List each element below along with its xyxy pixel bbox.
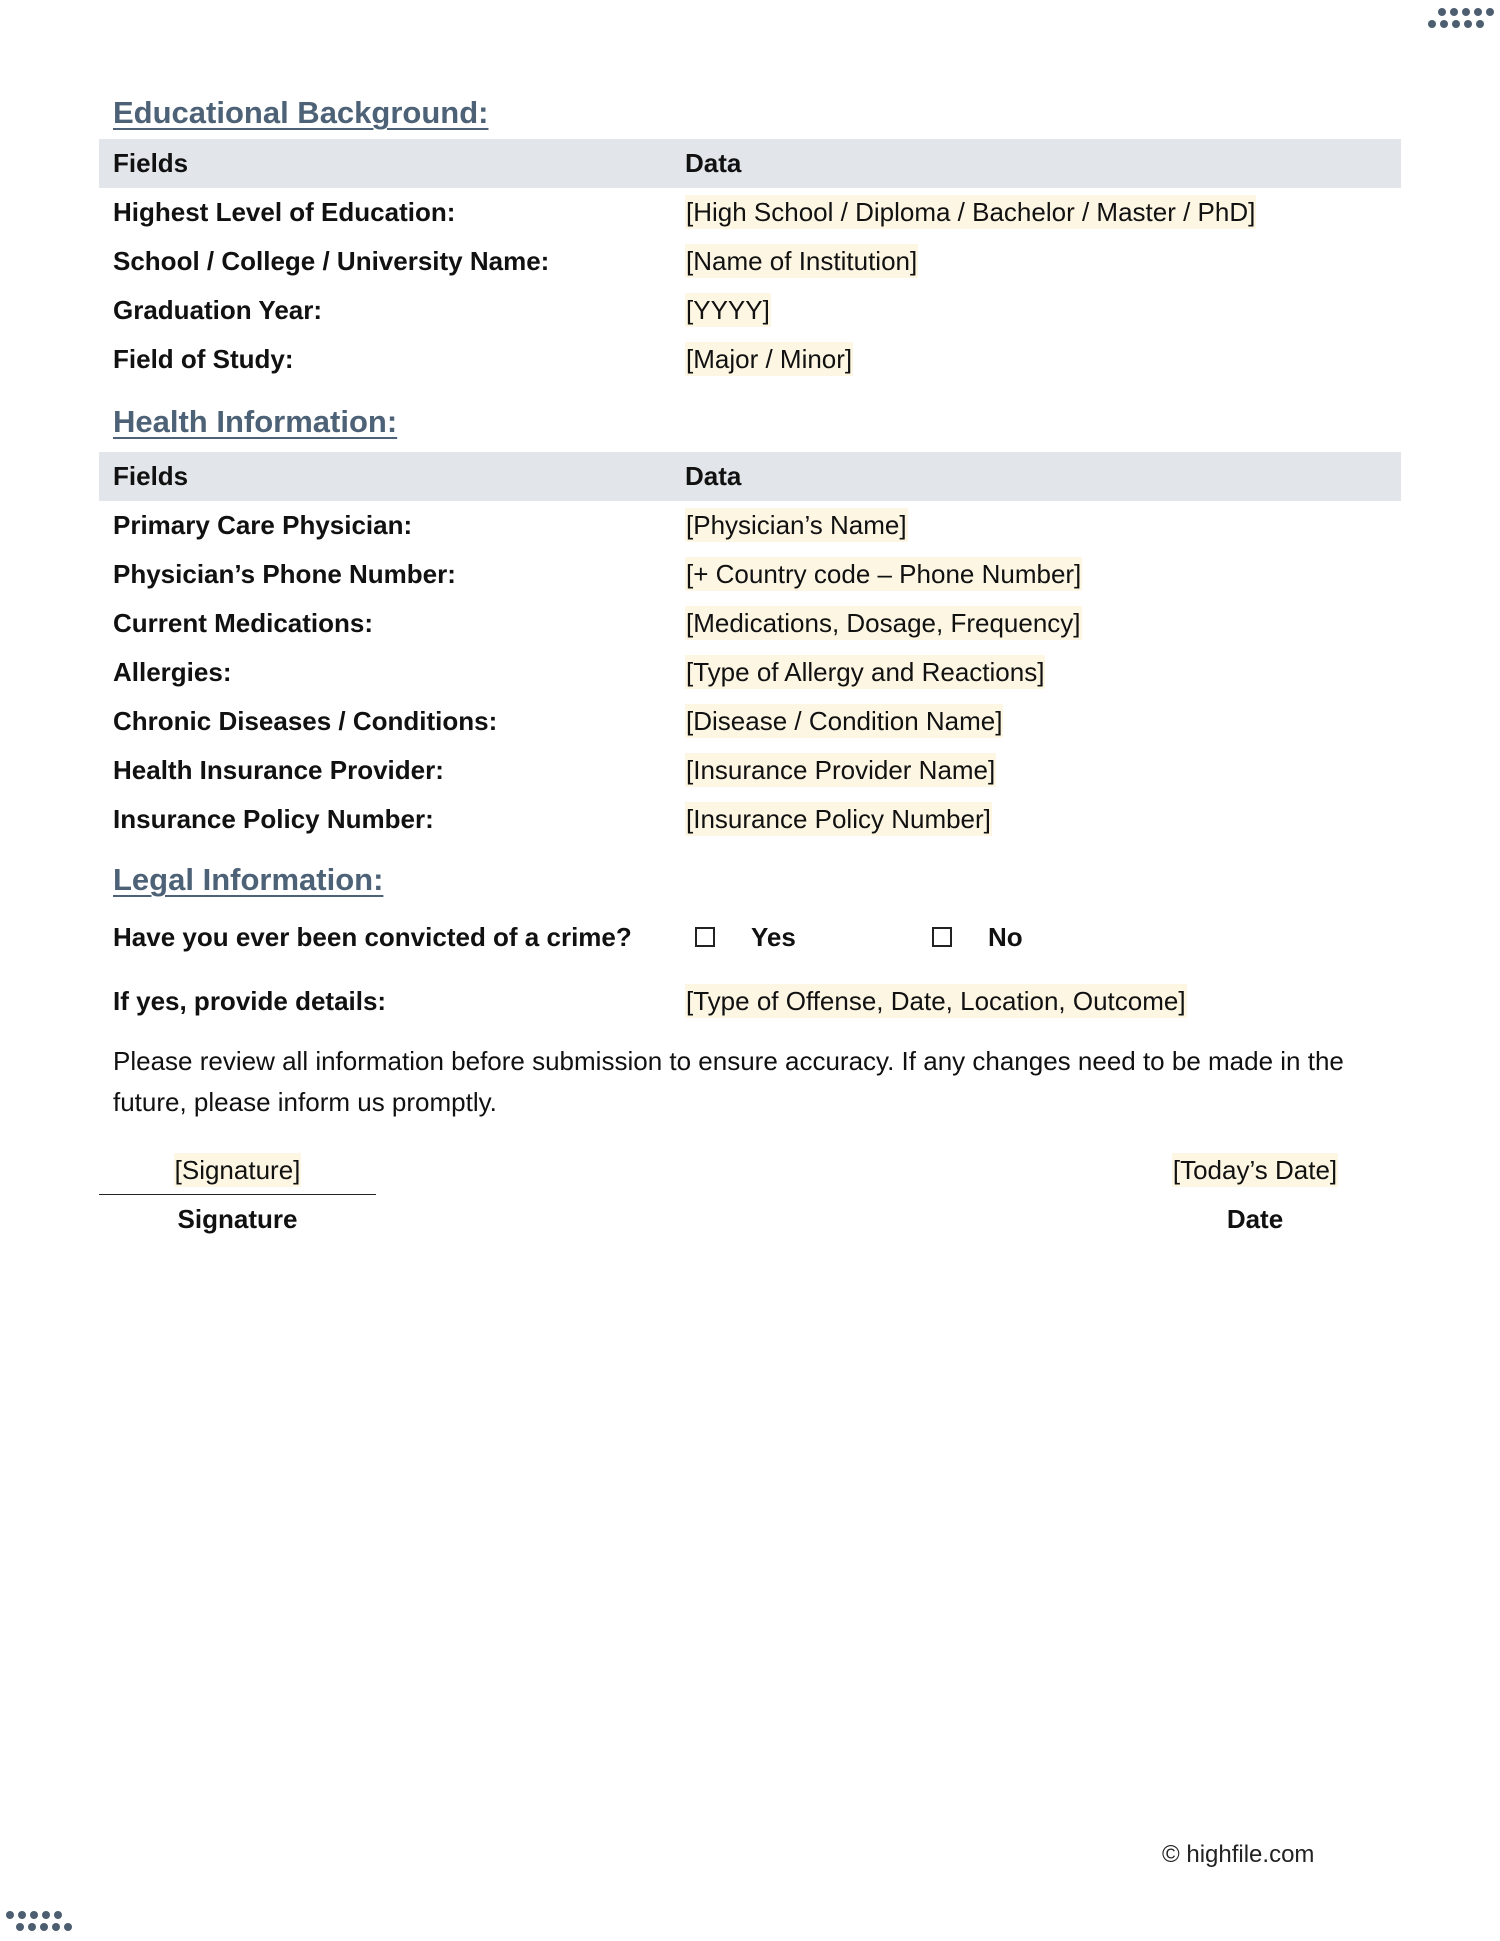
data-placeholder[interactable]: [Medications, Dosage, Frequency]: [686, 608, 1081, 638]
footer-copyright: © highfile.com: [1162, 1841, 1315, 1868]
signature-placeholder[interactable]: [Signature]: [174, 1155, 301, 1185]
field-label: Health Insurance Provider:: [113, 755, 444, 785]
details-row: [113, 976, 1403, 1026]
field-label: Allergies:: [113, 657, 232, 687]
date-placeholder[interactable]: [Today’s Date]: [1172, 1155, 1338, 1185]
date-line: [1135, 1194, 1375, 1195]
data-placeholder[interactable]: [High School / Diploma / Bachelor / Master / PhD]: [686, 197, 1256, 227]
checkbox-icon[interactable]: [932, 927, 952, 947]
education-table: [99, 139, 1401, 384]
signature-caption: Signature: [177, 1204, 298, 1234]
data-placeholder[interactable]: [Name of Institution]: [686, 246, 918, 276]
data-placeholder[interactable]: [Disease / Condition Name]: [686, 706, 1003, 736]
details-label: If yes, provide details:: [113, 986, 387, 1016]
option-yes-label: Yes: [751, 921, 796, 952]
table-row: [99, 286, 1401, 335]
checkbox-icon[interactable]: [695, 927, 715, 947]
column-header-data: Data: [685, 461, 742, 491]
section-title-education: Educational Background:: [113, 95, 489, 130]
option-no[interactable]: [932, 912, 1023, 962]
column-header-fields: Fields: [113, 461, 189, 491]
field-label: Field of Study:: [113, 344, 294, 374]
dot-grid-decoration-icon: [1426, 6, 1496, 36]
table-row: [99, 648, 1401, 697]
field-label: School / College / University Name:: [113, 246, 550, 276]
table-row: [99, 599, 1401, 648]
review-note: Please review all information before submission to ensure accuracy. If any changes need to be made in the future, please inform us promptly.: [113, 1046, 1344, 1117]
table-row: [99, 795, 1401, 844]
table-row: [99, 746, 1401, 795]
field-label: Physician’s Phone Number:: [113, 559, 456, 589]
table-row: [99, 237, 1401, 286]
conviction-question-row: [113, 912, 1403, 962]
date-caption: Date: [1226, 1204, 1284, 1234]
dot-grid-decoration-icon: [4, 1909, 74, 1939]
field-label: Chronic Diseases / Conditions:: [113, 706, 498, 736]
column-header-data: Data: [685, 148, 742, 178]
data-placeholder[interactable]: [Major / Minor]: [686, 344, 853, 374]
data-placeholder[interactable]: [Physician’s Name]: [686, 510, 907, 540]
section-title-health: Health Information:: [113, 404, 398, 439]
field-label: Primary Care Physician:: [113, 510, 413, 540]
option-no-label: No: [988, 921, 1023, 952]
field-label: Highest Level of Education:: [113, 197, 456, 227]
table-row: [99, 697, 1401, 746]
data-placeholder[interactable]: [Insurance Provider Name]: [686, 755, 996, 785]
field-label: Graduation Year:: [113, 295, 323, 325]
field-label: Insurance Policy Number:: [113, 804, 434, 834]
table-row: [99, 550, 1401, 599]
signature-block: [99, 1150, 376, 1239]
table-row: [99, 188, 1401, 237]
conviction-question: Have you ever been convicted of a crime?: [113, 922, 632, 952]
column-header-fields: Fields: [113, 148, 189, 178]
field-label: Current Medications:: [113, 608, 374, 638]
data-placeholder[interactable]: [YYYY]: [686, 295, 770, 325]
table-header-row: [99, 452, 1401, 501]
health-table: [99, 452, 1401, 844]
table-row: [99, 501, 1401, 550]
data-placeholder[interactable]: [+ Country code – Phone Number]: [686, 559, 1082, 589]
details-placeholder[interactable]: [Type of Offense, Date, Location, Outcome]: [686, 986, 1186, 1016]
option-yes[interactable]: [695, 912, 796, 962]
section-title-legal: Legal Information:: [113, 862, 384, 897]
table-header-row: [99, 139, 1401, 188]
data-placeholder[interactable]: [Insurance Policy Number]: [686, 804, 991, 834]
signature-line: [99, 1194, 376, 1195]
date-block: [1135, 1150, 1375, 1239]
data-placeholder[interactable]: [Type of Allergy and Reactions]: [686, 657, 1045, 687]
table-row: [99, 335, 1401, 384]
